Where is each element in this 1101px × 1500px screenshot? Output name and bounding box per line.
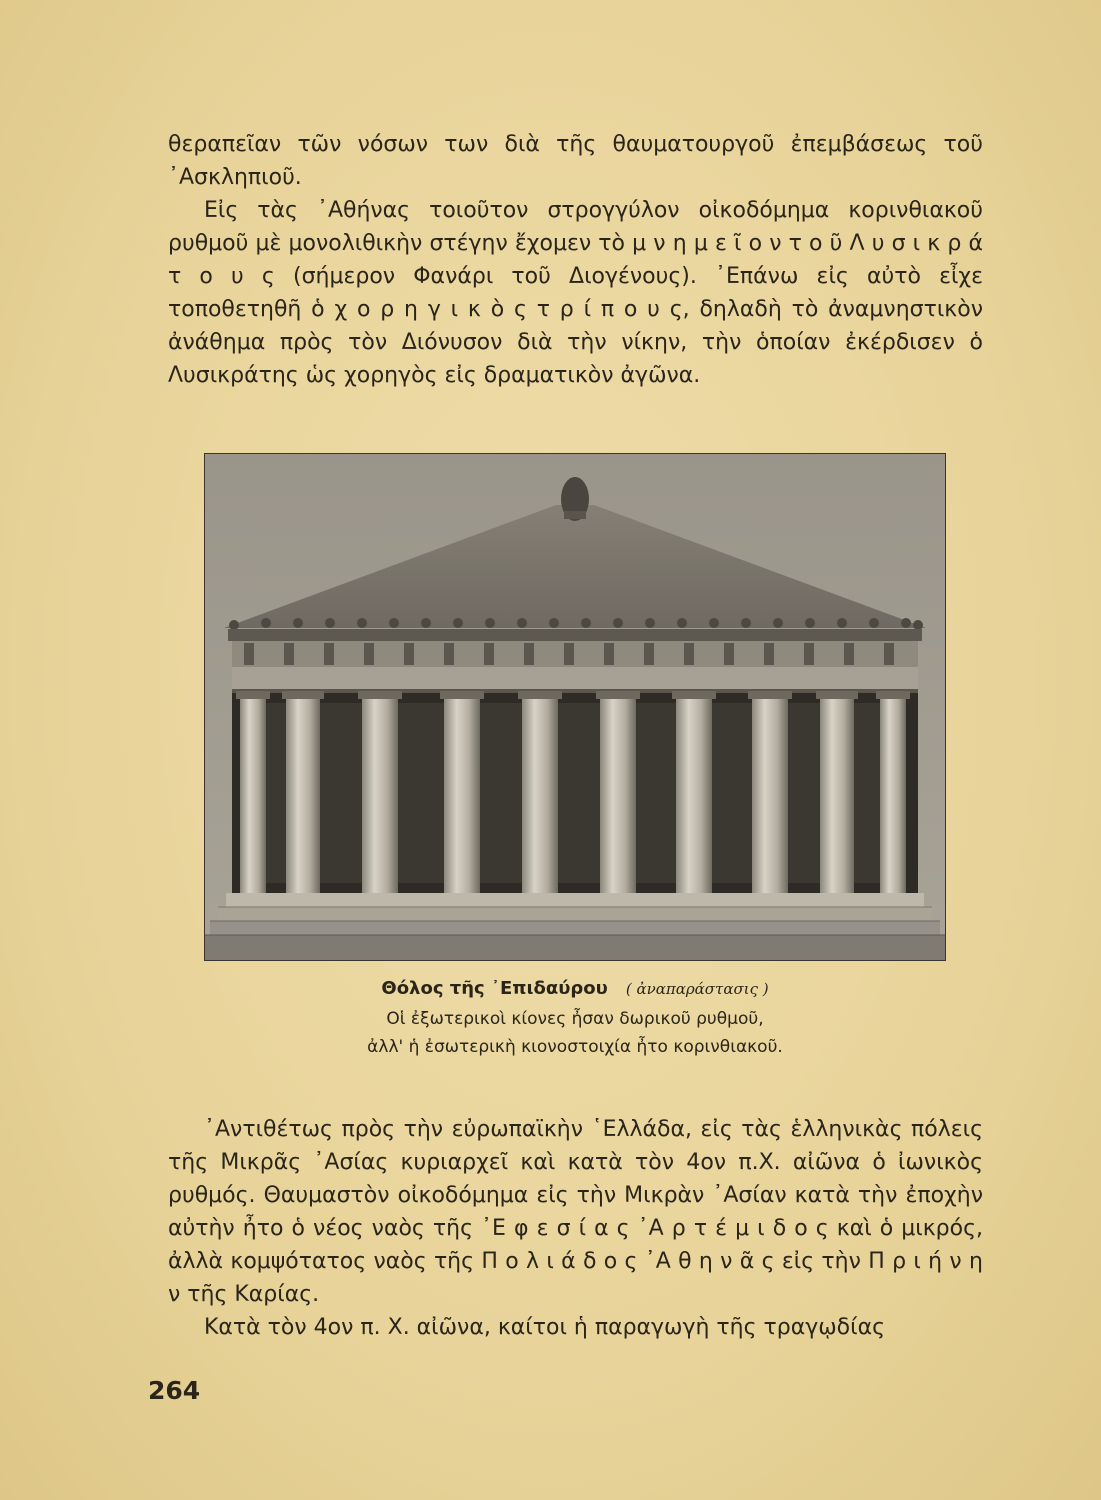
- figure-caption-title: [200, 978, 950, 999]
- page-number: 264: [148, 1376, 201, 1405]
- paragraph: Κατὰ τὸν 4ον π. Χ. αἰῶνα, καίτοι ἡ παραγωγὴ τῆς τραγῳδίας: [204, 1315, 886, 1340]
- bottom-text-block: [168, 1113, 983, 1344]
- tholos-illustration: [204, 453, 946, 961]
- paragraph: Εἰς τὰς ᾿Αθήνας τοιοῦτον στρογγύλον οἰκοδόμημα κορινθιακοῦ ρυθμοῦ μὲ μονολιθικὴν στέγην ἔχομεν τὸ μ ν η μ ε ῖ ο ν τ ο ῦ Λ υ σ ι κ ρ ά τ ο υ ς (σήμερον Φανάρι τοῦ Διογένους). ᾿Επάνω εἰς αὐτὸ εἶχε τοποθετηθῆ ὁ χ ο ρ η γ ι κ ὸ ς τ ρ ί π ο υ ς, δηλαδὴ τὸ ἀναμνηστικὸν ἀνάθημα πρὸς τὸν Διόνυσον διὰ τὴν νίκην, τὴν ὁποίαν ἐκέρδισεν ὁ Λυσικράτης ὡς χορηγὸς εἰς δραματικὸν ἀγῶνα.: [168, 198, 983, 388]
- figure-caption-line: Οἱ ἐξωτερικοὶ κίονες ἦσαν δωρικοῦ ρυθμοῦ,: [386, 1009, 764, 1029]
- paragraph: ᾿Αντιθέτως πρὸς τὴν εὐρωπαϊκὴν ῾Ελλάδα, εἰς τὰς ἑλληνικὰς πόλεις τῆς Μικρᾶς ᾿Ασίας κυριαρχεῖ καὶ κατὰ τὸν 4ον π.Χ. αἰῶνα ὁ ἰωνικὸς ρυθμός. Θαυμαστὸν οἰκοδόμημα εἰς τὴν Μικρὰν ᾿Ασίαν κατὰ τὴν ἐποχὴν αὐτὴν ἦτο ὁ νέος ναὸς τῆς ᾿Ε φ ε σ ί α ς ᾿Α ρ τ έ μ ι δ ο ς καὶ ὁ μικρός, ἀλλὰ κομψότατος ναὸς τῆς Π ο λ ι ά δ ο ς ᾿Α θ η ν ᾶ ς εἰς τὴν Π ρ ι ή ν η ν τῆς Καρίας.: [168, 1117, 983, 1307]
- caption-title-text: Θόλος τῆς ᾿Επιδαύρου: [381, 978, 608, 999]
- figure-caption-line: ἀλλ' ἡ ἐσωτερικὴ κιονοστοιχία ἦτο κορινθιακοῦ.: [367, 1037, 783, 1057]
- top-text-block: [168, 128, 983, 392]
- paragraph: θεραπεῖαν τῶν νόσων των διὰ τῆς θαυματουργοῦ ἐπεμβάσεως τοῦ ᾿Ασκληπιοῦ.: [168, 132, 983, 190]
- caption-note: ( ἀναπαράστασις ): [625, 980, 769, 998]
